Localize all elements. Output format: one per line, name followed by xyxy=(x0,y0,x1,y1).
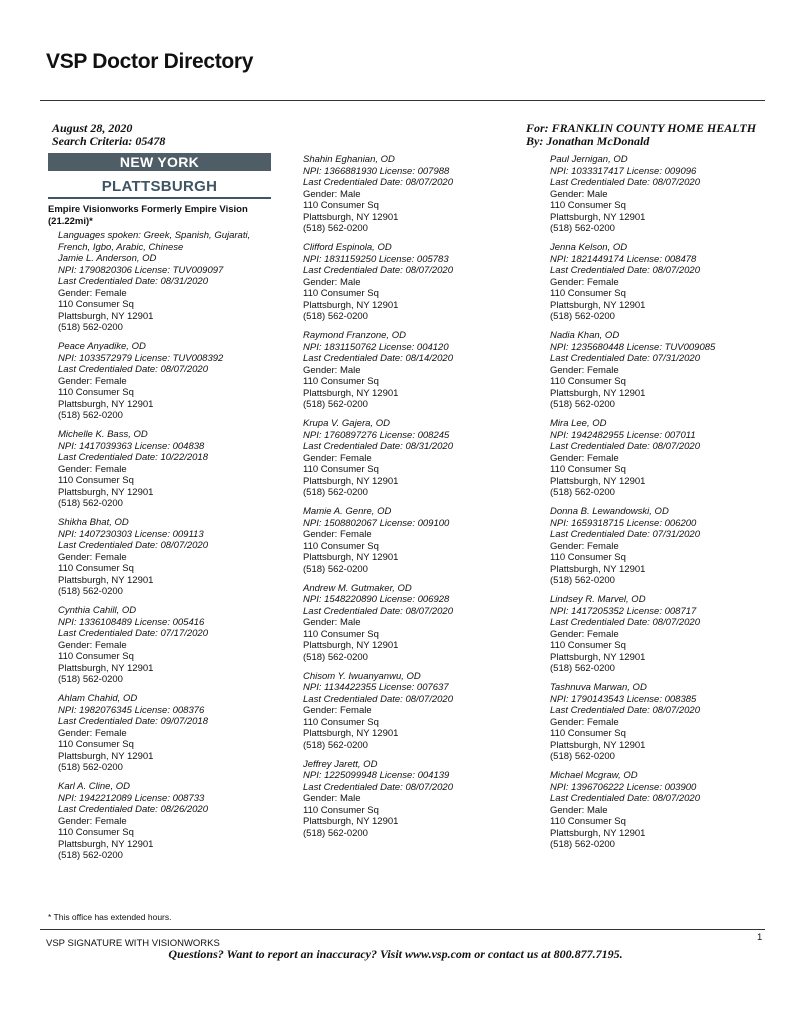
credentialed-date: Last Credentialed Date: 07/31/2020 xyxy=(550,353,700,364)
street-address: 110 Consumer Sq xyxy=(58,387,134,398)
street-address: 110 Consumer Sq xyxy=(303,804,379,816)
city-state-zip: Plattsburgh, NY 12901 xyxy=(550,739,646,751)
credentialed-date: Last Credentialed Date: 10/22/2018 xyxy=(58,452,208,463)
street-address: 110 Consumer Sq xyxy=(303,288,379,299)
city-state-zip: Plattsburgh, NY 12901 xyxy=(303,552,399,563)
phone-number: (518) 562-0200 xyxy=(303,223,368,234)
gender: Gender: Male xyxy=(303,793,361,804)
doctor-name: Jamie L. Anderson, OD xyxy=(58,253,157,264)
npi-license: NPI: 1366881930 License: 007988 xyxy=(303,165,450,177)
phone-number: (518) 562-0200 xyxy=(303,563,368,575)
city-state-zip: Plattsburgh, NY 12901 xyxy=(58,398,154,410)
phone-number: (518) 562-0200 xyxy=(303,311,368,322)
city-state-zip: Plattsburgh, NY 12901 xyxy=(303,728,399,739)
credentialed-date: Last Credentialed Date: 08/07/2020 xyxy=(550,177,700,188)
doctor-name: Raymond Franzone, OD xyxy=(303,330,406,341)
street-address: 110 Consumer Sq xyxy=(303,376,379,387)
street-address: 110 Consumer Sq xyxy=(303,540,379,552)
phone-number: (518) 562-0200 xyxy=(550,399,615,410)
city-state-zip: Plattsburgh, NY 12901 xyxy=(58,310,154,322)
search-criteria: Search Criteria: 05478 xyxy=(52,134,166,148)
doctor-name: Jenna Kelson, OD xyxy=(550,242,628,253)
npi-license: NPI: 1134422355 License: 007637 xyxy=(303,682,449,693)
doctor-name: Tashnuva Marwan, OD xyxy=(550,682,647,693)
doctor-entry xyxy=(550,154,715,235)
gender: Gender: Male xyxy=(550,188,608,200)
gender: Gender: Female xyxy=(550,452,619,464)
credentialed-date: Last Credentialed Date: 08/07/2020 xyxy=(58,540,208,551)
npi-license: NPI: 1831159250 License: 005783 xyxy=(303,253,449,265)
credentialed-date: Last Credentialed Date: 08/07/2020 xyxy=(550,793,700,804)
gender: Gender: Female xyxy=(58,815,127,827)
street-address: 110 Consumer Sq xyxy=(550,376,626,387)
phone-number: (518) 562-0200 xyxy=(550,223,615,234)
report-for: For: FRANKLIN COUNTY HOME HEALTH xyxy=(526,121,757,135)
npi-license: NPI: 1790143543 License: 008385 xyxy=(550,693,697,705)
doctor-name: Karl A. Cline, OD xyxy=(58,781,130,792)
street-address: 110 Consumer Sq xyxy=(550,728,626,739)
street-address: 110 Consumer Sq xyxy=(550,288,626,299)
report-date: August 28, 2020 xyxy=(52,121,133,135)
doctor-entry xyxy=(58,429,223,510)
npi-license: NPI: 1821449174 License: 008478 xyxy=(550,253,697,265)
doctor-name: Paul Jernigan, OD xyxy=(550,154,628,165)
gender: Gender: Male xyxy=(303,276,361,288)
npi-license: NPI: 1225099948 License: 004139 xyxy=(303,770,450,781)
doctor-name: Chisom Y. Iwuanyanwu, OD xyxy=(303,670,421,682)
credentialed-date: Last Credentialed Date: 08/07/2020 xyxy=(303,265,453,276)
npi-license: NPI: 1508802067 License: 009100 xyxy=(303,517,450,529)
street-address: 110 Consumer Sq xyxy=(58,651,134,662)
phone-number: (518) 562-0200 xyxy=(58,674,123,685)
credentialed-date: Last Credentialed Date: 08/31/2020 xyxy=(303,441,453,452)
credentialed-date: Last Credentialed Date: 08/07/2020 xyxy=(303,781,453,793)
npi-license: NPI: 1942482955 License: 007011 xyxy=(550,429,696,441)
gender: Gender: Male xyxy=(303,188,361,200)
doctor-entry xyxy=(58,605,223,686)
credentialed-date: Last Credentialed Date: 08/07/2020 xyxy=(550,441,700,452)
city-state-zip: Plattsburgh, NY 12901 xyxy=(58,662,154,674)
npi-license: NPI: 1790820306 License: TUV009097 xyxy=(58,264,224,276)
npi-license: NPI: 1831150762 License: 004120 xyxy=(303,341,449,353)
phone-number: (518) 562-0200 xyxy=(550,751,615,762)
npi-license: NPI: 1033317417 License: 009096 xyxy=(550,165,697,177)
gender: Gender: Female xyxy=(58,727,127,739)
doctor-name: Mira Lee, OD xyxy=(550,418,607,429)
street-address: 110 Consumer Sq xyxy=(58,563,134,574)
gender: Gender: Female xyxy=(58,375,127,387)
gender: Gender: Female xyxy=(58,639,127,651)
city-state-zip: Plattsburgh, NY 12901 xyxy=(58,750,154,762)
doctor-name: Lindsey R. Marvel, OD xyxy=(550,594,646,605)
phone-number: (518) 562-0200 xyxy=(303,651,368,663)
doctor-name: Ahlam Chahid, OD xyxy=(58,693,138,704)
doctor-name: Donna B. Lewandowski, OD xyxy=(550,506,669,517)
credentialed-date: Last Credentialed Date: 08/07/2020 xyxy=(303,177,453,188)
credentialed-date: Last Credentialed Date: 08/31/2020 xyxy=(58,276,208,287)
city-state-zip: Plattsburgh, NY 12901 xyxy=(550,651,646,663)
city-state-zip: Plattsburgh, NY 12901 xyxy=(303,475,399,487)
city-state-zip: Plattsburgh, NY 12901 xyxy=(58,574,154,586)
doctor-entry xyxy=(550,682,715,763)
gender: Gender: Female xyxy=(550,364,619,376)
gender: Gender: Female xyxy=(550,628,619,640)
npi-license: NPI: 1942212089 License: 008733 xyxy=(58,792,205,804)
city-header: PLATTSBURGH xyxy=(48,178,271,199)
phone-number: (518) 562-0200 xyxy=(303,487,368,498)
npi-license: NPI: 1235680448 License: TUV009085 xyxy=(550,341,716,353)
doctor-entry xyxy=(303,330,453,411)
doctor-column-3 xyxy=(550,154,715,858)
credentialed-date: Last Credentialed Date: 08/07/2020 xyxy=(303,693,453,705)
credentialed-date: Last Credentialed Date: 08/07/2020 xyxy=(550,265,700,276)
report-by: By: Jonathan McDonald xyxy=(526,134,650,148)
doctor-entry xyxy=(58,341,223,422)
credentialed-date: Last Credentialed Date: 08/07/2020 xyxy=(550,705,700,716)
doctor-name: Shikha Bhat, OD xyxy=(58,517,129,528)
street-address: 110 Consumer Sq xyxy=(303,628,379,640)
doctor-name: Cynthia Cahill, OD xyxy=(58,605,137,616)
doctor-entry xyxy=(550,594,715,675)
phone-number: (518) 562-0200 xyxy=(58,410,123,421)
street-address: 110 Consumer Sq xyxy=(58,739,134,750)
street-address: 110 Consumer Sq xyxy=(550,200,626,211)
page-number: 1 xyxy=(757,932,763,943)
contact-footer: Questions? Want to report an inaccuracy? Visit www.vsp.com or contact us at 800.877.7195. xyxy=(168,947,623,961)
doctor-entry xyxy=(303,418,453,499)
phone-number: (518) 562-0200 xyxy=(303,739,368,751)
credentialed-date: Last Credentialed Date: 08/07/2020 xyxy=(550,617,700,628)
doctor-entry xyxy=(550,418,715,499)
npi-license: NPI: 1982076345 License: 008376 xyxy=(58,704,205,716)
gender: Gender: Female xyxy=(303,705,372,716)
report-meta-right xyxy=(526,122,756,148)
city-state-zip: Plattsburgh, NY 12901 xyxy=(550,299,646,311)
doctor-entry xyxy=(58,517,223,598)
street-address: 110 Consumer Sq xyxy=(550,464,626,475)
city-state-zip: Plattsburgh, NY 12901 xyxy=(550,563,646,575)
doctor-entry xyxy=(58,693,223,774)
street-address: 110 Consumer Sq xyxy=(550,552,626,563)
gender: Gender: Male xyxy=(550,804,608,816)
npi-license: NPI: 1417205352 License: 008717 xyxy=(550,605,697,617)
languages-spoken: Languages spoken: Greek, Spanish, Gujarati, French, Igbo, Arabic, Chinese xyxy=(58,230,251,253)
credentialed-date: Last Credentialed Date: 08/26/2020 xyxy=(58,804,208,815)
city-state-zip: Plattsburgh, NY 12901 xyxy=(303,299,399,311)
credentialed-date: Last Credentialed Date: 07/31/2020 xyxy=(550,529,700,540)
doctor-name: Krupa V. Gajera, OD xyxy=(303,418,390,429)
phone-number: (518) 562-0200 xyxy=(550,839,615,850)
phone-number: (518) 562-0200 xyxy=(58,762,123,773)
gender: Gender: Female xyxy=(550,540,619,552)
doctor-entry xyxy=(303,242,453,323)
city-state-zip: Plattsburgh, NY 12901 xyxy=(550,387,646,399)
phone-number: (518) 562-0200 xyxy=(58,850,123,861)
doctor-entry xyxy=(550,242,715,323)
gender: Gender: Male xyxy=(303,364,361,376)
city-state-zip: Plattsburgh, NY 12901 xyxy=(58,838,154,850)
city-state-zip: Plattsburgh, NY 12901 xyxy=(550,211,646,223)
doctor-name: Clifford Espinola, OD xyxy=(303,242,392,253)
doctor-name: Shahin Eghanian, OD xyxy=(303,154,395,165)
phone-number: (518) 562-0200 xyxy=(58,498,123,509)
npi-license: NPI: 1336108489 License: 005416 xyxy=(58,616,205,628)
doctor-name: Michael Mcgraw, OD xyxy=(550,770,638,781)
npi-license: NPI: 1760897276 License: 008245 xyxy=(303,429,450,441)
doctor-name: Nadia Khan, OD xyxy=(550,330,620,341)
credentialed-date: Last Credentialed Date: 08/14/2020 xyxy=(303,353,453,364)
doctor-name: Andrew M. Gutmaker, OD xyxy=(303,582,412,594)
street-address: 110 Consumer Sq xyxy=(550,816,626,827)
doctor-entry xyxy=(303,583,453,664)
doctor-name: Mamie A. Genre, OD xyxy=(303,506,392,517)
phone-number: (518) 562-0200 xyxy=(303,827,368,839)
credentialed-date: Last Credentialed Date: 08/07/2020 xyxy=(58,364,208,375)
state-header: NEW YORK xyxy=(48,153,271,171)
doctor-entry xyxy=(303,506,453,575)
doctor-entry xyxy=(303,759,453,840)
city-state-zip: Plattsburgh, NY 12901 xyxy=(303,640,399,651)
page-title: VSP Doctor Directory xyxy=(46,50,254,73)
credentialed-date: Last Credentialed Date: 08/07/2020 xyxy=(303,605,453,617)
street-address: 110 Consumer Sq xyxy=(58,475,134,486)
doctor-entry xyxy=(58,781,223,862)
npi-license: NPI: 1548220890 License: 006928 xyxy=(303,594,450,605)
city-state-zip: Plattsburgh, NY 12901 xyxy=(550,475,646,487)
doctor-entry xyxy=(550,330,715,411)
city-state-zip: Plattsburgh, NY 12901 xyxy=(58,486,154,498)
npi-license: NPI: 1417039363 License: 004838 xyxy=(58,440,205,452)
gender: Gender: Female xyxy=(550,716,619,728)
doctor-entry xyxy=(550,506,715,587)
doctor-column-1 xyxy=(58,253,223,869)
phone-number: (518) 562-0200 xyxy=(550,487,615,498)
city-state-zip: Plattsburgh, NY 12901 xyxy=(303,387,399,399)
bottom-divider xyxy=(40,929,765,930)
doctor-name: Jeffrey Jarett, OD xyxy=(303,758,378,770)
city-state-zip: Plattsburgh, NY 12901 xyxy=(550,827,646,839)
street-address: 110 Consumer Sq xyxy=(58,299,134,310)
gender: Gender: Male xyxy=(303,617,361,628)
phone-number: (518) 562-0200 xyxy=(303,399,368,410)
npi-license: NPI: 1659318715 License: 006200 xyxy=(550,517,697,529)
phone-number: (518) 562-0200 xyxy=(58,586,123,597)
credentialed-date: Last Credentialed Date: 09/07/2018 xyxy=(58,716,208,727)
city-state-zip: Plattsburgh, NY 12901 xyxy=(303,816,399,827)
gender: Gender: Female xyxy=(550,276,619,288)
phone-number: (518) 562-0200 xyxy=(550,311,615,322)
office-name: Empire Visionworks Formerly Empire Vision (21.22mi)* xyxy=(48,204,248,227)
gender: Gender: Female xyxy=(58,287,127,299)
phone-number: (518) 562-0200 xyxy=(550,663,615,674)
top-divider xyxy=(40,100,765,101)
doctor-column-2 xyxy=(303,154,453,847)
network-name: VSP SIGNATURE WITH VISIONWORKS xyxy=(46,938,220,949)
street-address: 110 Consumer Sq xyxy=(303,464,379,475)
phone-number: (518) 562-0200 xyxy=(550,575,615,586)
street-address: 110 Consumer Sq xyxy=(303,716,379,728)
npi-license: NPI: 1407230303 License: 009113 xyxy=(58,528,204,540)
doctor-entry xyxy=(58,253,223,334)
doctor-entry xyxy=(550,770,715,851)
street-address: 110 Consumer Sq xyxy=(303,200,379,211)
doctor-name: Peace Anyadike, OD xyxy=(58,341,146,352)
doctor-entry xyxy=(303,154,453,235)
gender: Gender: Female xyxy=(58,463,127,475)
street-address: 110 Consumer Sq xyxy=(550,640,626,651)
street-address: 110 Consumer Sq xyxy=(58,827,134,838)
phone-number: (518) 562-0200 xyxy=(58,322,123,333)
credentialed-date: Last Credentialed Date: 07/17/2020 xyxy=(58,628,208,639)
report-meta-left xyxy=(52,122,165,148)
gender: Gender: Female xyxy=(303,529,372,540)
gender: Gender: Female xyxy=(303,452,372,464)
doctor-entry xyxy=(303,671,453,752)
gender: Gender: Female xyxy=(58,551,127,563)
extended-hours-footnote: * This office has extended hours. xyxy=(48,912,172,922)
doctor-name: Michelle K. Bass, OD xyxy=(58,429,148,440)
city-state-zip: Plattsburgh, NY 12901 xyxy=(303,211,399,223)
npi-license: NPI: 1033572979 License: TUV008392 xyxy=(58,352,224,364)
npi-license: NPI: 1396706222 License: 003900 xyxy=(550,781,697,793)
